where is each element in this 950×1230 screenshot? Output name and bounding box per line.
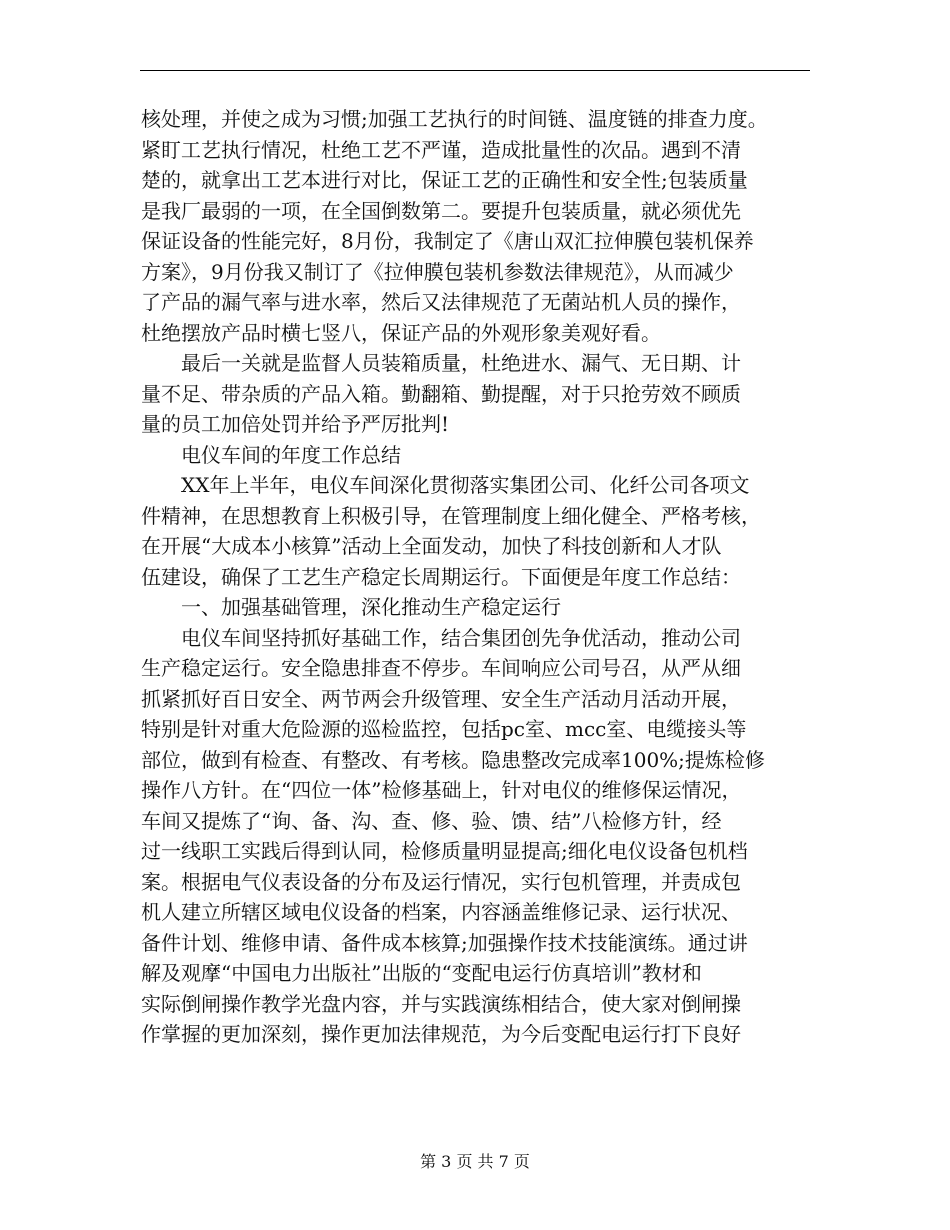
- text-line: 楚的，就拿出工艺本进行对比，保证工艺的正确性和安全性;包装质量: [141, 168, 748, 192]
- text-line: 了产品的漏气率与进水率，然后又法律规范了无菌站机人员的操作，: [141, 290, 741, 314]
- text-line: 解及观摩“中国电力出版社”出版的“变配电运行仿真培训”教材和: [141, 961, 702, 985]
- text-line: 在开展“大成本小核算”活动上全面发动，加快了科技创新和人才队: [141, 534, 722, 558]
- text-line: 件精神，在思想教育上积极引导，在管理制度上细化健全、严格考核，: [141, 503, 761, 528]
- text-line: 核处理，并使之成为习惯;加强工艺执行的时间链、温度链的排查力度。: [141, 107, 768, 131]
- text-line: 电仪车间坚持抓好基础工作，结合集团创先争优活动，推动公司: [181, 625, 741, 650]
- text-line: 备件计划、维修申请、备件成本核算;加强操作技术技能演练。通过讲: [141, 930, 748, 955]
- text-line: 保证设备的性能完好，8月份，我制定了《唐山双汇拉伸膜包装机保养: [141, 229, 754, 253]
- text-line: 杜绝摆放产品时横七竖八，保证产品的外观形象美观好看。: [141, 320, 661, 345]
- page-number: 第 3 页 共 7 页: [420, 1152, 530, 1171]
- text-line: 特别是针对重大危险源的巡检监控，包括pc室、mcc室、电缆接头等: [141, 717, 747, 741]
- text-line: 量不足、带杂质的产品入箱。勤翻箱、勤提醒，对于只抢劳效不顾质: [141, 381, 741, 406]
- text-line: 抓紧抓好百日安全、两节两会升级管理、安全生产活动月活动开展，: [141, 686, 741, 711]
- text-line: XX年上半年，电仪车间深化贯彻落实集团公司、化纤公司各项文: [181, 473, 750, 497]
- text-line: 部位，做到有检查、有整改、有考核。隐患整改完成率100%;提炼检修: [141, 747, 765, 772]
- text-line: 作掌握的更加深刻，操作更加法律规范，为今后变配电运行打下良好: [141, 1022, 741, 1046]
- text-line: 机人建立所辖区域电仪设备的档案，内容涵盖维修记录、运行状况、: [141, 900, 741, 924]
- text-line: 操作八方针。在“四位一体”检修基础上，针对电仪的维修保运情况，: [141, 778, 742, 802]
- text-line: 案。根据电气仪表设备的分布及运行情况，实行包机管理，并责成包: [141, 869, 741, 894]
- text-line: 生产稳定运行。安全隐患排查不停步。车间响应公司号召，从严从细: [141, 656, 741, 680]
- text-line: 伍建设，确保了工艺生产稳定长周期运行。下面便是年度工作总结：: [141, 564, 741, 589]
- text-line: 实际倒闸操作教学光盘内容，并与实践演练相结合，使大家对倒闸操: [141, 991, 741, 1016]
- text-line: 紧盯工艺执行情况，杜绝工艺不严谨，造成批量性的次品。遇到不清: [141, 137, 741, 162]
- page-footer: [0, 1152, 950, 1172]
- text-line: 车间又提炼了“询、备、沟、查、修、验、馈、结”八检修方针，经: [141, 808, 722, 833]
- text-line: 电仪车间的年度工作总结: [181, 442, 401, 467]
- text-line: 最后一关就是监督人员装箱质量，杜绝进水、漏气、无日期、计: [181, 351, 741, 375]
- text-line: 过一线职工实践后得到认同，检修质量明显提高;细化电仪设备包机档: [141, 839, 748, 863]
- text-line: 量的员工加倍处罚并给予严厉批判!: [141, 412, 450, 436]
- text-line: 一、加强基础管理，深化推动生产稳定运行: [181, 595, 561, 619]
- header-rule: [140, 70, 810, 71]
- text-line: 方案》，9月份我又制订了《拉伸膜包装机参数法律规范》，从而减少: [141, 259, 734, 284]
- document-body: [141, 104, 821, 1050]
- text-line: 是我厂最弱的一项，在全国倒数第二。要提升包装质量，就必须优先: [141, 198, 741, 223]
